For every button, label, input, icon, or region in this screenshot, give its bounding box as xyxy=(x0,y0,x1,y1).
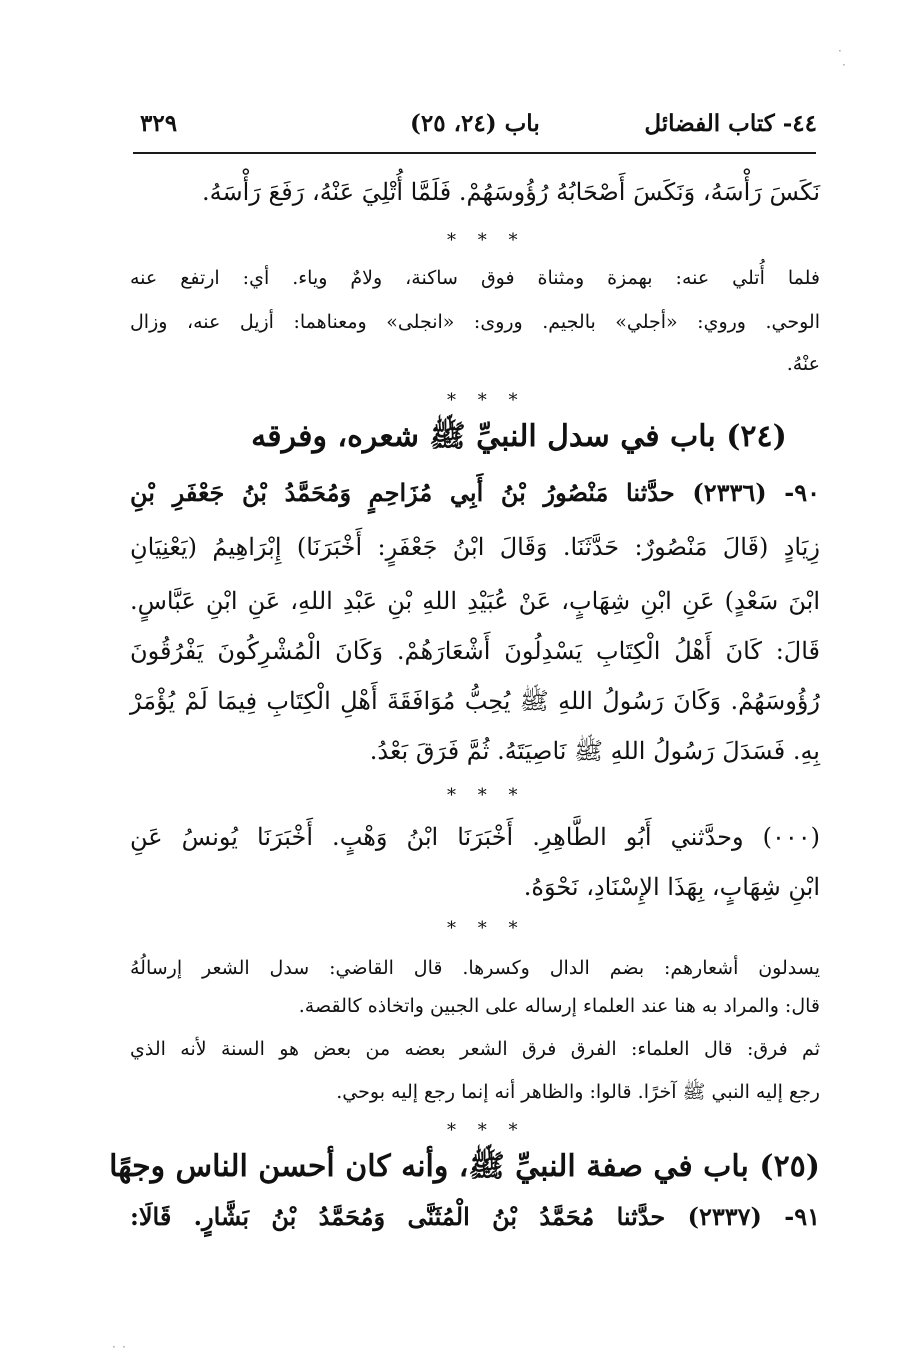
separator-stars: * * * xyxy=(447,1120,526,1141)
hadith-line: رُؤُوسَهُمْ. وَكَانَ رَسُولُ اللهِ ﷺ يُحِبُّ مُوَافَقَةَ أَهْلِ الْكِتَابِ فِيمَا لَمْ يُؤْمَرْ xyxy=(130,687,820,715)
note-line: يسدلون أشعارهم: بضم الدال وكسرها. قال القاضي: سدل الشعر إرسالُهُ xyxy=(130,957,820,979)
separator-stars: * * * xyxy=(447,390,526,411)
scan-mark: · xyxy=(112,1340,116,1354)
hadith-line: ٩٠- (٢٣٣٦) حدَّثنا مَنْصُورُ بْنُ أَبِي مُزَاحِمٍ وَمُحَمَّدُ بْنُ جَعْفَرِ بْنِ xyxy=(130,478,821,507)
note-line: ثم فرق: قال العلماء: الفرق فرق الشعر بعضه من بعض هو السنة لأنه الذي xyxy=(130,1038,820,1060)
separator-stars: * * * xyxy=(447,230,526,251)
separator-stars: * * * xyxy=(447,918,526,939)
hadith-line: (٠٠٠) وحدَّثني أَبُو الطَّاهِرِ. أَخْبَرَنَا ابْنُ وَهْبٍ. أَخْبَرَنَا يُونسُ عَنِ xyxy=(130,823,820,851)
top-text-line: نَكَسَ رَأْسَهُ، وَنَكَسَ أَصْحَابُهُ رُؤُوسَهُمْ. فَلَمَّا أُتْلِيَ عَنْهُ، رَفَعَ رَأْسَهُ. xyxy=(201,178,820,206)
note-line: فلما أُتلي عنه: بهمزة ومثناة فوق ساكنة، ولامٌ وياء. أي: ارتفع عنه xyxy=(130,267,820,289)
note-line: الوحي. وروي: «أجلي» بالجيم. وروى: «انجلى» ومعناهما: أزيل عنه، وزال xyxy=(130,311,820,333)
hadith-line: بِهِ. فَسَدَلَ رَسُولُ اللهِ ﷺ نَاصِيَتَهُ. ثُمَّ فَرَقَ بَعْدُ. xyxy=(369,737,820,765)
separator-stars: * * * xyxy=(447,785,526,806)
header-chapter: باب (٢٤، ٢٥) xyxy=(410,110,540,137)
hadith-line: ٩١- (٢٣٣٧) حدَّثنا مُحَمَّدُ بْنُ الْمُثَنَّى وَمُحَمَّدُ بْنُ بَشَّارٍ. قَالَا: xyxy=(130,1202,820,1231)
chapter-heading-25: (٢٥) باب في صفة النبيِّ ﷺ، وأنه كان أحسن الناس وجهًا xyxy=(109,1149,820,1184)
header-book-title: ٤٤- كتاب الفضائل xyxy=(644,110,817,137)
note-line: عنْهُ. xyxy=(786,353,820,375)
note-line: قال: والمراد به هنا عند العلماء إرساله على الجبين واتخاذه كالقصة. xyxy=(298,995,820,1017)
hadith-line: ابْنِ شِهَابٍ، بِهَذَا الإِسْنَادِ، نَحْوَهُ. xyxy=(523,873,820,901)
page-number: ٣٢٩ xyxy=(140,110,178,137)
chapter-heading-24: (٢٤) باب في سدل النبيِّ ﷺ شعره، وفرقه xyxy=(251,419,787,454)
header-rule xyxy=(133,152,816,154)
scan-mark: · xyxy=(838,44,842,58)
scan-mark: · xyxy=(122,1340,126,1354)
note-line: رجع إليه النبي ﷺ آخرًا. قالوا: والظاهر أنه إنما رجع إليه بوحي. xyxy=(336,1081,820,1103)
hadith-line: زِيَادٍ (قَالَ مَنْصُورٌ: حَدَّثَنَا. وَقَالَ ابْنُ جَعْفَرٍ: أَخْبَرَنَا) إِبْرَاهِيمُ (يَعْنِيَانِ xyxy=(130,533,820,561)
scan-mark: · xyxy=(842,58,846,72)
hadith-line: قَالَ: كَانَ أَهْلُ الْكِتَابِ يَسْدِلُونَ أَشْعَارَهُمْ. وَكَانَ الْمُشْرِكُونَ يَفْرُقُونَ xyxy=(130,637,820,665)
hadith-line: ابْنَ سَعْدٍ) عَنِ ابْنِ شِهَابٍ، عَنْ عُبَيْدِ اللهِ بْنِ عَبْدِ اللهِ، عَنِ ابْنِ عَبَّاسٍ. xyxy=(130,587,820,615)
